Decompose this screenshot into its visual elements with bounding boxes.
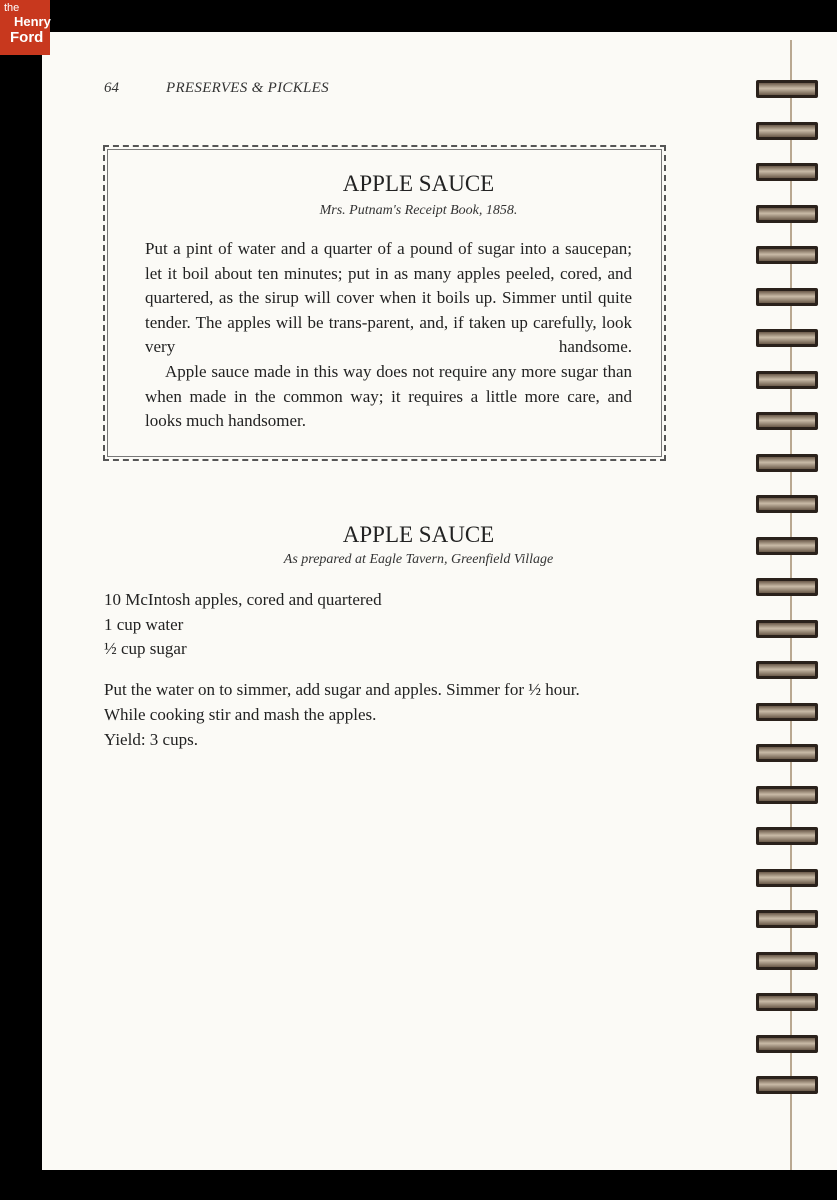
spiral-binding bbox=[756, 80, 826, 1170]
instruction-line: Yield: 3 cups. bbox=[104, 730, 198, 749]
instruction-line: Put the water on to simmer, add sugar and apples. Simmer for ½ hour. bbox=[104, 680, 580, 699]
binding-ring bbox=[756, 827, 818, 845]
page-number: 64 bbox=[104, 80, 119, 96]
binding-ring bbox=[756, 952, 818, 970]
recipe2-source: As prepared at Eagle Tavern, Greenfield Village bbox=[283, 552, 554, 567]
recipe1-paragraph-2: Apple sauce made in this way does not require any more sugar than when made in the common way; it requires a little more care, and looks much handsomer. bbox=[145, 362, 632, 430]
section-title: PRESERVES & PICKLES bbox=[166, 80, 329, 96]
recipe2-title: APPLE SAUCE bbox=[342, 522, 495, 547]
binding-ring bbox=[756, 786, 818, 804]
binding-ring bbox=[756, 163, 818, 181]
binding-ring bbox=[756, 329, 818, 347]
binding-ring bbox=[756, 288, 818, 306]
henry-ford-logo: the Henry Ford bbox=[0, 0, 50, 55]
recipe1-paragraph-1: Put a pint of water and a quarter of a pound of sugar into a saucepan; let it boil about ten minutes; put in as many apples peeled, cored, and quartered, as the sirup will cover when it boils up. Simmer until quite tender. The apples will be trans-parent, and, if taken up carefully, look very handsome. bbox=[145, 239, 632, 356]
binding-ring bbox=[756, 578, 818, 596]
binding-ring bbox=[756, 1035, 818, 1053]
binding-ring bbox=[756, 910, 818, 928]
binding-ring bbox=[756, 1076, 818, 1094]
ingredient-item: 1 cup water bbox=[104, 615, 184, 634]
binding-ring bbox=[756, 205, 818, 223]
instruction-line: While cooking stir and mash the apples. bbox=[104, 705, 377, 724]
binding-ring bbox=[756, 371, 818, 389]
binding-ring bbox=[756, 620, 818, 638]
binding-ring bbox=[756, 412, 818, 430]
binding-ring bbox=[756, 454, 818, 472]
binding-ring bbox=[756, 661, 818, 679]
binding-ring bbox=[756, 869, 818, 887]
ingredient-item: 10 McIntosh apples, cored and quartered bbox=[104, 590, 382, 609]
ingredient-item: ½ cup sugar bbox=[104, 639, 187, 658]
binding-ring bbox=[756, 703, 818, 721]
binding-ring bbox=[756, 537, 818, 555]
binding-ring bbox=[756, 246, 818, 264]
binding-ring bbox=[756, 122, 818, 140]
binding-ring bbox=[756, 80, 818, 98]
binding-ring bbox=[756, 495, 818, 513]
binding-ring bbox=[756, 744, 818, 762]
recipe1-title: APPLE SAUCE bbox=[342, 171, 495, 196]
binding-ring bbox=[756, 993, 818, 1011]
recipe1-source: Mrs. Putnam's Receipt Book, 1858. bbox=[319, 203, 518, 218]
